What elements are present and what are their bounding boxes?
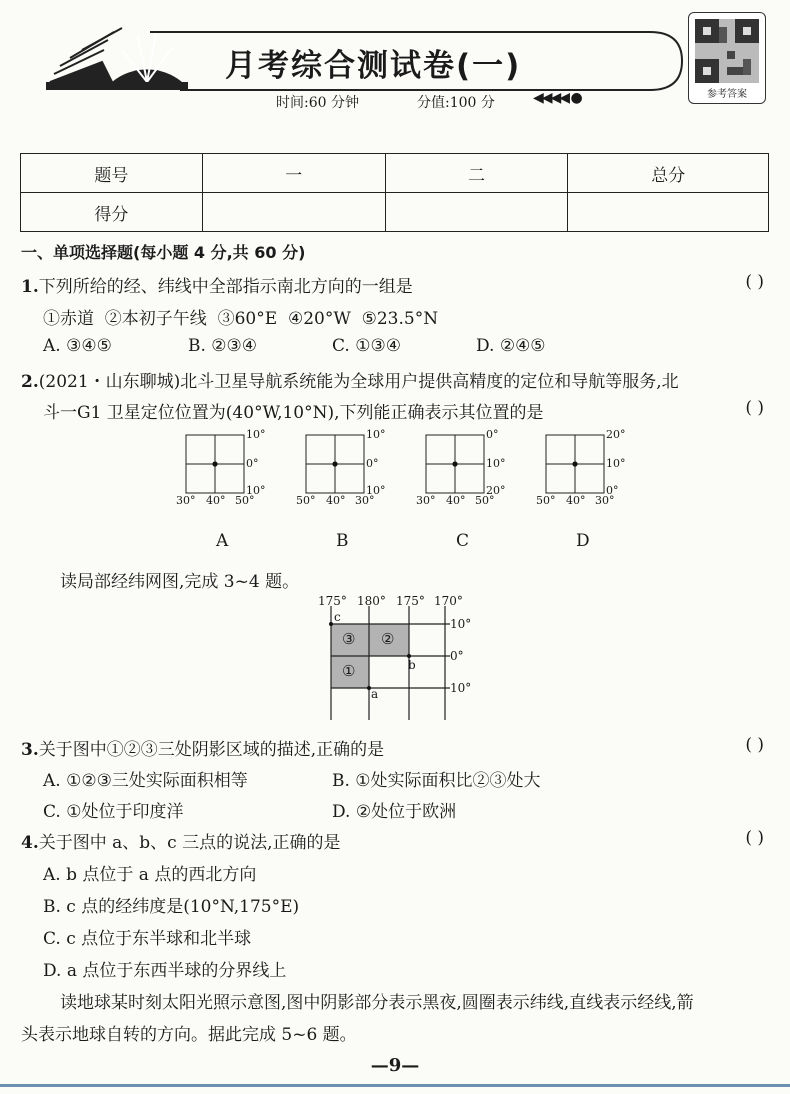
- lon-label: 50°: [536, 494, 556, 507]
- table-row: [21, 154, 769, 193]
- exam-time: 时间:60 分钟: [276, 95, 359, 111]
- grid-letter: A: [216, 531, 229, 551]
- question-1: [21, 272, 413, 297]
- page-number: —9—: [370, 1055, 420, 1076]
- lon-label: 175°: [396, 594, 425, 608]
- score-cell[interactable]: [568, 193, 769, 232]
- question-items: ①赤道 ②本初子午线 ③60°E ④20°W ⑤23.5°N: [43, 309, 439, 329]
- option-a[interactable]: A. ③④⑤: [43, 336, 112, 356]
- question-3: [21, 735, 384, 760]
- table-row: [21, 193, 769, 232]
- option-b[interactable]: B. c 点的经纬度是(10°N,175°E): [43, 897, 300, 917]
- answer-blank[interactable]: ( ): [745, 272, 764, 292]
- graticule-map: [310, 592, 480, 724]
- lon-label: 50°: [296, 494, 316, 507]
- bottom-rule: [0, 1084, 790, 1087]
- grid-letter: B: [336, 531, 349, 551]
- lat-label: 0°: [366, 457, 379, 470]
- table-header-cell: 总分: [568, 154, 769, 193]
- lon-label: 175°: [318, 594, 347, 608]
- question-number: 2.: [21, 372, 39, 392]
- lat-label: 10°: [366, 484, 386, 497]
- lat-label: 0°: [486, 428, 499, 441]
- point-label-c: c: [334, 610, 341, 624]
- lon-label: 40°: [446, 494, 466, 507]
- score-cell[interactable]: [202, 193, 385, 232]
- table-header-cell: 一: [202, 154, 385, 193]
- region-label-1: ①: [342, 662, 356, 680]
- lat-label: 10°: [246, 484, 266, 497]
- lon-label: 50°: [235, 494, 255, 507]
- qr-code[interactable]: [688, 12, 766, 104]
- option-c[interactable]: C. ①处位于印度洋: [43, 802, 184, 822]
- question-4: [21, 828, 341, 853]
- lon-label: 40°: [326, 494, 346, 507]
- option-b[interactable]: B. ②③④: [188, 336, 258, 356]
- lon-label: 30°: [595, 494, 615, 507]
- lon-label: 30°: [416, 494, 436, 507]
- option-a[interactable]: A. ①②③三处实际面积相等: [43, 771, 248, 791]
- lat-label: 10°: [246, 428, 266, 441]
- lat-label: 0°: [246, 457, 259, 470]
- page-title: 月考综合测试卷(一): [225, 48, 522, 84]
- answer-blank[interactable]: ( ): [745, 398, 764, 418]
- exam-score-total: 分值:100 分: [417, 95, 495, 111]
- lat-label: 10°: [366, 428, 386, 441]
- qr-label: 参考答案: [707, 89, 747, 100]
- lon-label: 30°: [355, 494, 375, 507]
- option-d[interactable]: D. a 点位于东西半球的分界线上: [43, 961, 287, 981]
- passage-intro: 读地球某时刻太阳光照示意图,图中阴影部分表示黑夜,圆圈表示纬线,直线表示经线,箭: [60, 993, 694, 1013]
- score-table: [20, 153, 769, 232]
- grid-option-b[interactable]: [296, 428, 396, 553]
- grid-letter: D: [576, 531, 590, 551]
- map-intro: 读局部经纬网图,完成 3~4 题。: [60, 572, 300, 592]
- lat-label: 0°: [606, 484, 619, 497]
- score-cell[interactable]: [385, 193, 568, 232]
- table-header-cell: 题号: [21, 154, 203, 193]
- lon-label: 30°: [176, 494, 196, 507]
- answer-blank[interactable]: ( ): [745, 735, 764, 755]
- answer-blank[interactable]: ( ): [745, 828, 764, 848]
- lon-label: 40°: [206, 494, 226, 507]
- question-text: (2021・山东聊城)北斗卫星导航系统能为全球用户提供高精度的定位和导航等服务,北: [38, 372, 679, 392]
- lon-label: 170°: [434, 594, 463, 608]
- question-number: 4.: [21, 833, 39, 853]
- arrows-icon: ◀◀◀◀ ●: [533, 90, 581, 106]
- question-text-continued: 斗一G1 卫星定位位置为(40°W,10°N),下列能正确表示其位置的是: [43, 403, 544, 423]
- question-number: 3.: [21, 740, 39, 760]
- lon-label: 50°: [475, 494, 495, 507]
- grid-option-c[interactable]: [416, 428, 516, 553]
- lat-label: 10°: [450, 617, 472, 631]
- point-label-b: b: [408, 658, 416, 672]
- lat-label: 20°: [486, 484, 506, 497]
- option-d[interactable]: D. ②④⑤: [476, 336, 546, 356]
- question-text: 关于图中 a、b、c 三点的说法,正确的是: [38, 833, 341, 853]
- option-a[interactable]: A. b 点位于 a 点的西北方向: [43, 865, 257, 885]
- question-text: 关于图中①②③三处阴影区域的描述,正确的是: [38, 740, 385, 760]
- option-c[interactable]: C. c 点位于东半球和北半球: [43, 929, 252, 949]
- region-label-3: ③: [342, 630, 356, 648]
- lon-label: 40°: [566, 494, 586, 507]
- lat-label: 0°: [450, 649, 464, 663]
- qr-code-icon: [695, 19, 759, 83]
- question-number: 1.: [21, 277, 39, 297]
- option-c[interactable]: C. ①③④: [332, 336, 401, 356]
- lat-label: 10°: [486, 457, 506, 470]
- option-b[interactable]: B. ①处实际面积比②③处大: [332, 771, 541, 791]
- lat-label: 20°: [606, 428, 626, 441]
- passage-intro-continued: 头表示地球自转的方向。据此完成 5~6 题。: [21, 1025, 357, 1045]
- grid-option-a[interactable]: [176, 428, 276, 553]
- question-text: 下列所给的经、纬线中全部指示南北方向的一组是: [38, 277, 413, 297]
- point-label-a: a: [371, 687, 379, 701]
- lat-label: 10°: [606, 457, 626, 470]
- grid-letter: C: [456, 531, 470, 551]
- question-2: [21, 367, 679, 392]
- grid-option-d[interactable]: [536, 428, 636, 553]
- lat-label: 10°: [450, 681, 472, 695]
- table-row-label: 得分: [21, 193, 203, 232]
- region-label-2: ②: [381, 630, 395, 648]
- lon-label: 180°: [357, 594, 386, 608]
- section-title: 一、单项选择题(每小题 4 分,共 60 分): [21, 243, 306, 262]
- option-d[interactable]: D. ②处位于欧洲: [332, 802, 457, 822]
- table-header-cell: 二: [385, 154, 568, 193]
